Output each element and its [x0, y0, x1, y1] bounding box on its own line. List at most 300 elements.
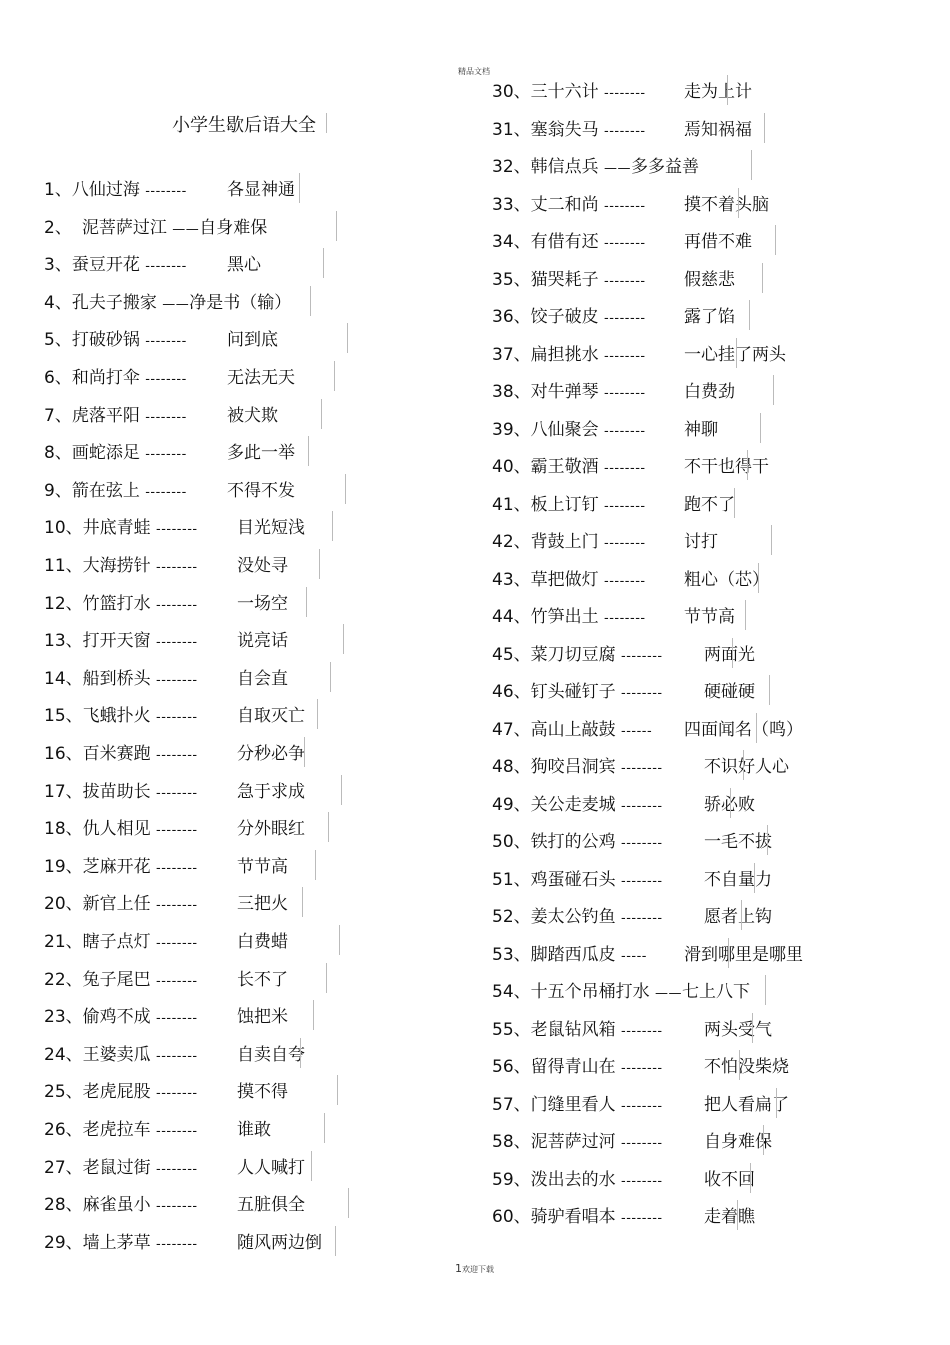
item-answer: 再借不难 [684, 232, 752, 252]
list-item [492, 529, 718, 555]
item-answer: 愿者上钩 [704, 907, 772, 927]
list-item [44, 553, 288, 579]
item-number: 49、 [492, 794, 531, 815]
item-answer: 露了馅 [684, 307, 735, 327]
item-phrase: 钉头碰钉子 [530, 682, 616, 702]
item-number: 6、 [44, 368, 72, 388]
item-number: 56、 [492, 1057, 531, 1077]
item-phrase: 老鼠过街 [82, 1157, 151, 1178]
list-item [492, 267, 735, 293]
list-item [492, 379, 735, 405]
list-item [492, 1054, 789, 1080]
row-rule [345, 474, 346, 504]
row-rule [758, 563, 759, 593]
item-separator: -------- [156, 672, 198, 688]
item-phrase: 船到桥头 [82, 668, 151, 689]
item-phrase: 新官上任 [82, 894, 151, 915]
item-separator: -------- [145, 409, 187, 425]
row-rule [730, 788, 731, 818]
row-rule [727, 75, 728, 105]
item-separator: -------- [621, 1173, 663, 1189]
list-item [44, 1155, 305, 1181]
item-phrase: 高山上敲鼓 [530, 719, 616, 740]
item-number: 22、 [44, 969, 83, 990]
item-phrase: 孔夫子搬家 [71, 292, 157, 313]
item-number: 47、 [492, 719, 531, 740]
list-item [44, 854, 288, 880]
item-separator: —— [162, 296, 190, 312]
item-separator: -------- [621, 1098, 663, 1114]
item-separator: -------- [145, 334, 187, 350]
item-separator: -------- [621, 798, 663, 814]
item-number: 32、 [492, 157, 531, 177]
item-phrase: 狗咬吕洞宾 [530, 757, 616, 777]
item-phrase: 老鼠钻风箱 [530, 1019, 616, 1040]
item-number: 17、 [44, 781, 83, 802]
item-answer: 分外眼红 [237, 819, 305, 840]
list-item [492, 829, 772, 855]
item-phrase: 对牛弹琴 [530, 382, 599, 402]
page-number: 1 [455, 1262, 462, 1275]
item-phrase: 板上订钉 [530, 494, 599, 515]
title-rule [326, 113, 327, 133]
item-number: 31、 [492, 119, 531, 140]
item-answer: 两头受气 [704, 1019, 772, 1040]
item-number: 9、 [44, 480, 72, 501]
item-answer: 四面闻名（鸣） [684, 719, 803, 740]
item-number: 29、 [44, 1232, 83, 1253]
item-number: 51、 [492, 869, 531, 890]
list-item [44, 365, 295, 391]
row-rule [308, 436, 309, 466]
item-phrase: 饺子破皮 [530, 307, 599, 327]
item-separator: -------- [604, 123, 646, 139]
row-rule [334, 361, 335, 391]
list-item [44, 703, 305, 729]
list-item [492, 904, 772, 930]
item-separator: -------- [621, 1211, 663, 1226]
list-item [492, 1129, 772, 1155]
item-separator: -------- [604, 423, 646, 439]
item-number: 21、 [44, 932, 83, 952]
item-phrase: 箭在弦上 [71, 480, 140, 501]
row-rule [310, 286, 311, 316]
row-rule [324, 1113, 325, 1143]
item-number: 58、 [492, 1132, 531, 1152]
list-item [44, 252, 261, 278]
item-phrase: 瞎子点灯 [82, 932, 151, 952]
item-separator: -------- [156, 710, 198, 726]
item-answer: 被犬欺 [227, 405, 278, 426]
item-phrase: 老虎拉车 [82, 1120, 151, 1140]
item-answer: 蚀把米 [237, 1007, 288, 1028]
item-separator: -------- [156, 860, 198, 876]
item-phrase: 虎落平阳 [71, 405, 140, 426]
item-phrase: 有借有还 [530, 232, 599, 252]
item-phrase: 塞翁失马 [530, 119, 599, 140]
list-item [44, 929, 288, 955]
item-number: 24、 [44, 1044, 83, 1065]
item-answer: 三把火 [237, 894, 288, 915]
item-number: 48、 [492, 757, 531, 777]
list-item [492, 604, 735, 630]
row-rule [760, 413, 761, 443]
item-phrase: 骑驴看唱本 [530, 1207, 616, 1227]
row-rule [751, 150, 752, 180]
item-phrase: 蚕豆开花 [71, 255, 140, 276]
item-answer: 节节高 [237, 856, 288, 877]
item-separator: -------- [156, 1124, 198, 1139]
list-item [492, 1167, 755, 1193]
item-answer: 各显神通 [227, 180, 295, 200]
row-rule [776, 1088, 777, 1118]
item-number: 4、 [44, 292, 72, 313]
item-answer: 问到底 [227, 330, 278, 351]
list-item [492, 642, 755, 668]
item-phrase: 竹篮打水 [82, 593, 151, 614]
item-answer: 假慈悲 [684, 269, 735, 290]
item-number: 54、 [492, 982, 531, 1002]
list-item [44, 591, 288, 617]
item-number: 33、 [492, 194, 531, 215]
list-item [44, 1192, 305, 1218]
list-item [44, 440, 295, 466]
list-item [492, 679, 755, 705]
list-item [492, 867, 772, 893]
row-rule [299, 173, 300, 203]
item-answer: 急于求成 [237, 781, 305, 802]
list-item [44, 666, 288, 692]
list-item [492, 417, 718, 443]
item-phrase: 拔苗助长 [82, 781, 151, 802]
row-rule [335, 1226, 336, 1256]
item-separator: -------- [604, 348, 646, 364]
item-phrase: 关公走麦城 [530, 794, 616, 815]
item-phrase: 背鼓上门 [530, 532, 599, 552]
list-item [44, 1079, 288, 1105]
row-rule [762, 263, 763, 293]
item-answer: 摸不得 [237, 1082, 288, 1103]
item-number: 7、 [44, 405, 72, 426]
row-rule [300, 1038, 301, 1068]
list-item [44, 741, 305, 767]
row-rule [734, 488, 735, 518]
list-item [492, 1204, 755, 1230]
item-phrase: 鸡蛋碰石头 [530, 869, 616, 890]
row-rule [747, 450, 748, 480]
list-item [44, 515, 305, 541]
row-rule [771, 525, 772, 555]
list-item [492, 754, 789, 780]
list-item [492, 492, 735, 518]
list-item [492, 304, 735, 330]
item-phrase: 飞蛾扑火 [82, 706, 151, 727]
item-number: 46、 [492, 682, 531, 702]
item-number: 13、 [44, 631, 83, 652]
list-item [492, 454, 769, 480]
list-item [492, 192, 769, 218]
list-item [44, 891, 288, 917]
item-separator: -------- [156, 1161, 198, 1177]
item-phrase: 芝麻开花 [82, 856, 151, 877]
item-separator: -------- [621, 648, 663, 664]
list-item [44, 816, 305, 842]
item-phrase: 菜刀切豆腐 [530, 644, 616, 665]
row-rule [767, 825, 768, 855]
row-rule [347, 323, 348, 353]
item-number: 60、 [492, 1207, 531, 1227]
list-item [44, 403, 278, 429]
list-item [492, 117, 752, 143]
item-answer: 硬碰硬 [704, 682, 755, 702]
list-item [492, 717, 803, 743]
row-rule [736, 338, 737, 368]
item-phrase: 丈二和尚 [530, 194, 599, 215]
item-separator: -------- [156, 522, 198, 538]
item-phrase: 泼出去的水 [530, 1169, 616, 1190]
item-separator: -------- [156, 898, 198, 914]
item-answer: 白费蜡 [237, 932, 288, 952]
item-separator: -------- [145, 184, 187, 199]
list-item [44, 290, 291, 316]
item-separator: -------- [145, 372, 187, 387]
item-answer: 不怕没柴烧 [704, 1057, 789, 1077]
item-answer: 神聊 [684, 419, 718, 440]
row-rule [317, 699, 318, 729]
item-separator: -------- [604, 311, 646, 326]
list-item [492, 979, 750, 1005]
item-answer: 走为上计 [684, 82, 752, 102]
item-separator: -------- [621, 1136, 663, 1151]
item-number: 43、 [492, 569, 531, 590]
item-separator: -------- [156, 1236, 198, 1252]
item-separator: -------- [604, 273, 646, 289]
item-phrase: 百米赛跑 [82, 744, 151, 764]
row-rule [337, 1075, 338, 1105]
row-rule [339, 925, 340, 955]
item-answer: 讨打 [684, 532, 718, 552]
row-rule [741, 900, 742, 930]
item-number: 10、 [44, 518, 83, 539]
item-answer: 两面光 [704, 644, 755, 665]
item-separator: -------- [604, 236, 646, 251]
item-phrase: 大海捞针 [82, 556, 151, 576]
item-answer: 谁敢 [237, 1120, 271, 1140]
item-answer: 滑到哪里是哪里 [684, 944, 803, 965]
item-separator: -------- [156, 973, 198, 989]
item-phrase: 扁担挑水 [530, 344, 599, 365]
item-number: 37、 [492, 344, 531, 365]
list-item [492, 154, 699, 180]
item-phrase: 打开天窗 [82, 631, 151, 652]
item-answer: 自身难保 [199, 217, 268, 238]
row-rule [323, 248, 324, 278]
item-phrase: 泥菩萨过河 [530, 1132, 616, 1152]
item-separator: -------- [156, 1199, 198, 1215]
list-item [44, 779, 305, 805]
item-number: 52、 [492, 907, 531, 927]
list-item [492, 792, 755, 818]
item-answer: 长不了 [237, 969, 288, 990]
item-number: 14、 [44, 668, 83, 689]
item-number: 15、 [44, 706, 83, 727]
item-separator: -------- [604, 461, 646, 476]
item-number: 45、 [492, 644, 531, 665]
item-phrase: 王婆卖瓜 [82, 1044, 151, 1065]
item-answer: 白费劲 [684, 382, 735, 402]
list-item [492, 942, 803, 968]
row-rule [745, 600, 746, 630]
item-phrase: 草把做灯 [530, 569, 599, 590]
item-separator: -------- [156, 560, 198, 575]
item-answer: 净是书（输） [189, 292, 292, 313]
item-number: 8、 [44, 443, 72, 464]
item-phrase: 霸王敬酒 [530, 457, 599, 477]
list-item [492, 342, 786, 368]
item-number: 30、 [492, 82, 531, 102]
item-number: 50、 [492, 832, 531, 852]
item-phrase: 门缝里看人 [530, 1094, 616, 1115]
row-rule [302, 887, 303, 917]
item-answer: 没处寻 [237, 556, 288, 576]
item-answer: 一毛不拔 [704, 832, 772, 852]
row-rule [313, 1000, 314, 1030]
item-number: 40、 [492, 457, 531, 477]
item-separator: -------- [621, 1061, 663, 1076]
list-item [44, 1004, 288, 1030]
row-rule [330, 662, 331, 692]
item-answer: 一场空 [237, 593, 288, 614]
footer-text: 欢迎下载 [462, 1265, 494, 1274]
row-rule [749, 300, 750, 330]
item-separator: ----- [621, 948, 648, 964]
item-answer: 不识好人心 [704, 757, 789, 777]
row-rule [319, 549, 320, 579]
item-answer: 说亮话 [237, 631, 288, 652]
row-rule [343, 624, 344, 654]
item-separator: —— [172, 221, 200, 237]
item-number: 38、 [492, 382, 531, 402]
item-number: 16、 [44, 744, 83, 764]
item-phrase: 三十六计 [530, 82, 599, 102]
item-answer: 多此一举 [227, 443, 295, 464]
item-separator: -------- [621, 873, 663, 889]
item-answer: 多多益善 [631, 157, 700, 177]
list-item [44, 215, 267, 241]
item-answer: 焉知祸福 [684, 119, 752, 140]
list-item [44, 478, 295, 504]
row-rule [328, 812, 329, 842]
item-phrase: 画蛇添足 [71, 443, 140, 464]
row-rule [326, 963, 327, 993]
item-separator: -------- [145, 447, 187, 463]
item-number: 27、 [44, 1157, 83, 1178]
item-answer: 人人喊打 [237, 1157, 305, 1178]
item-separator: -------- [145, 484, 187, 500]
item-separator: -------- [604, 573, 646, 589]
item-answer: 不干也得干 [684, 457, 769, 477]
item-answer: 摸不着头脑 [684, 194, 769, 215]
item-number: 39、 [492, 419, 531, 440]
row-rule [769, 675, 770, 705]
item-answer: 节节高 [684, 607, 735, 627]
list-item [44, 967, 288, 993]
row-rule [341, 775, 342, 805]
row-rule [738, 188, 739, 218]
item-number: 23、 [44, 1007, 83, 1028]
list-item [492, 1092, 789, 1118]
row-rule [750, 1163, 751, 1193]
row-rule [739, 1050, 740, 1080]
row-rule [306, 587, 307, 617]
item-answer: 一心挂了两头 [684, 344, 786, 365]
item-number: 36、 [492, 307, 531, 327]
item-answer: 不得不发 [227, 480, 295, 501]
item-separator: -------- [621, 836, 663, 851]
item-answer: 骄必败 [704, 794, 755, 815]
item-number: 34、 [492, 232, 531, 252]
item-answer: 黑心 [227, 255, 261, 276]
item-separator: -------- [621, 911, 663, 926]
item-phrase: 偷鸡不成 [82, 1007, 151, 1028]
header-note: 精品文档 [458, 67, 490, 76]
item-separator: ------ [621, 723, 653, 739]
item-number: 12、 [44, 593, 83, 614]
row-rule [332, 511, 333, 541]
item-separator: -------- [156, 1048, 198, 1064]
item-answer: 无法无天 [227, 368, 295, 388]
item-separator: -------- [604, 386, 646, 401]
item-separator: -------- [604, 86, 646, 101]
item-number: 2、 [44, 217, 72, 238]
item-answer: 收不回 [704, 1169, 755, 1190]
item-phrase: 脚踏西瓜皮 [530, 944, 616, 965]
item-number: 59、 [492, 1169, 531, 1190]
row-rule [756, 713, 757, 743]
item-number: 26、 [44, 1120, 83, 1140]
item-separator: -------- [156, 597, 198, 613]
item-number: 20、 [44, 894, 83, 915]
item-answer: 走着瞧 [704, 1207, 755, 1227]
item-separator: -------- [604, 611, 646, 626]
item-number: 42、 [492, 532, 531, 552]
item-separator: -------- [156, 748, 198, 763]
row-rule [775, 225, 776, 255]
item-separator: -------- [604, 198, 646, 214]
item-number: 25、 [44, 1082, 83, 1103]
list-item [492, 79, 752, 105]
item-phrase: 兔子尾巴 [82, 969, 151, 990]
item-phrase: 八仙聚会 [530, 419, 599, 440]
item-phrase: 姜太公钓鱼 [530, 907, 616, 927]
item-phrase: 打破砂锅 [71, 330, 140, 351]
item-answer: 不自量力 [704, 869, 772, 890]
item-separator: -------- [604, 536, 646, 551]
item-number: 11、 [44, 556, 83, 576]
row-rule [304, 737, 305, 767]
row-rule [348, 1188, 349, 1218]
item-answer: 随风两边倒 [237, 1232, 322, 1253]
item-phrase: 麻雀虽小 [82, 1195, 151, 1216]
item-separator: -------- [156, 823, 198, 839]
item-phrase: 仇人相见 [82, 819, 151, 840]
item-separator: -------- [156, 1086, 198, 1102]
item-number: 44、 [492, 607, 531, 627]
item-separator: -------- [156, 785, 198, 801]
item-separator: -------- [604, 498, 646, 514]
page-footer [455, 1262, 494, 1275]
row-rule [315, 850, 316, 880]
